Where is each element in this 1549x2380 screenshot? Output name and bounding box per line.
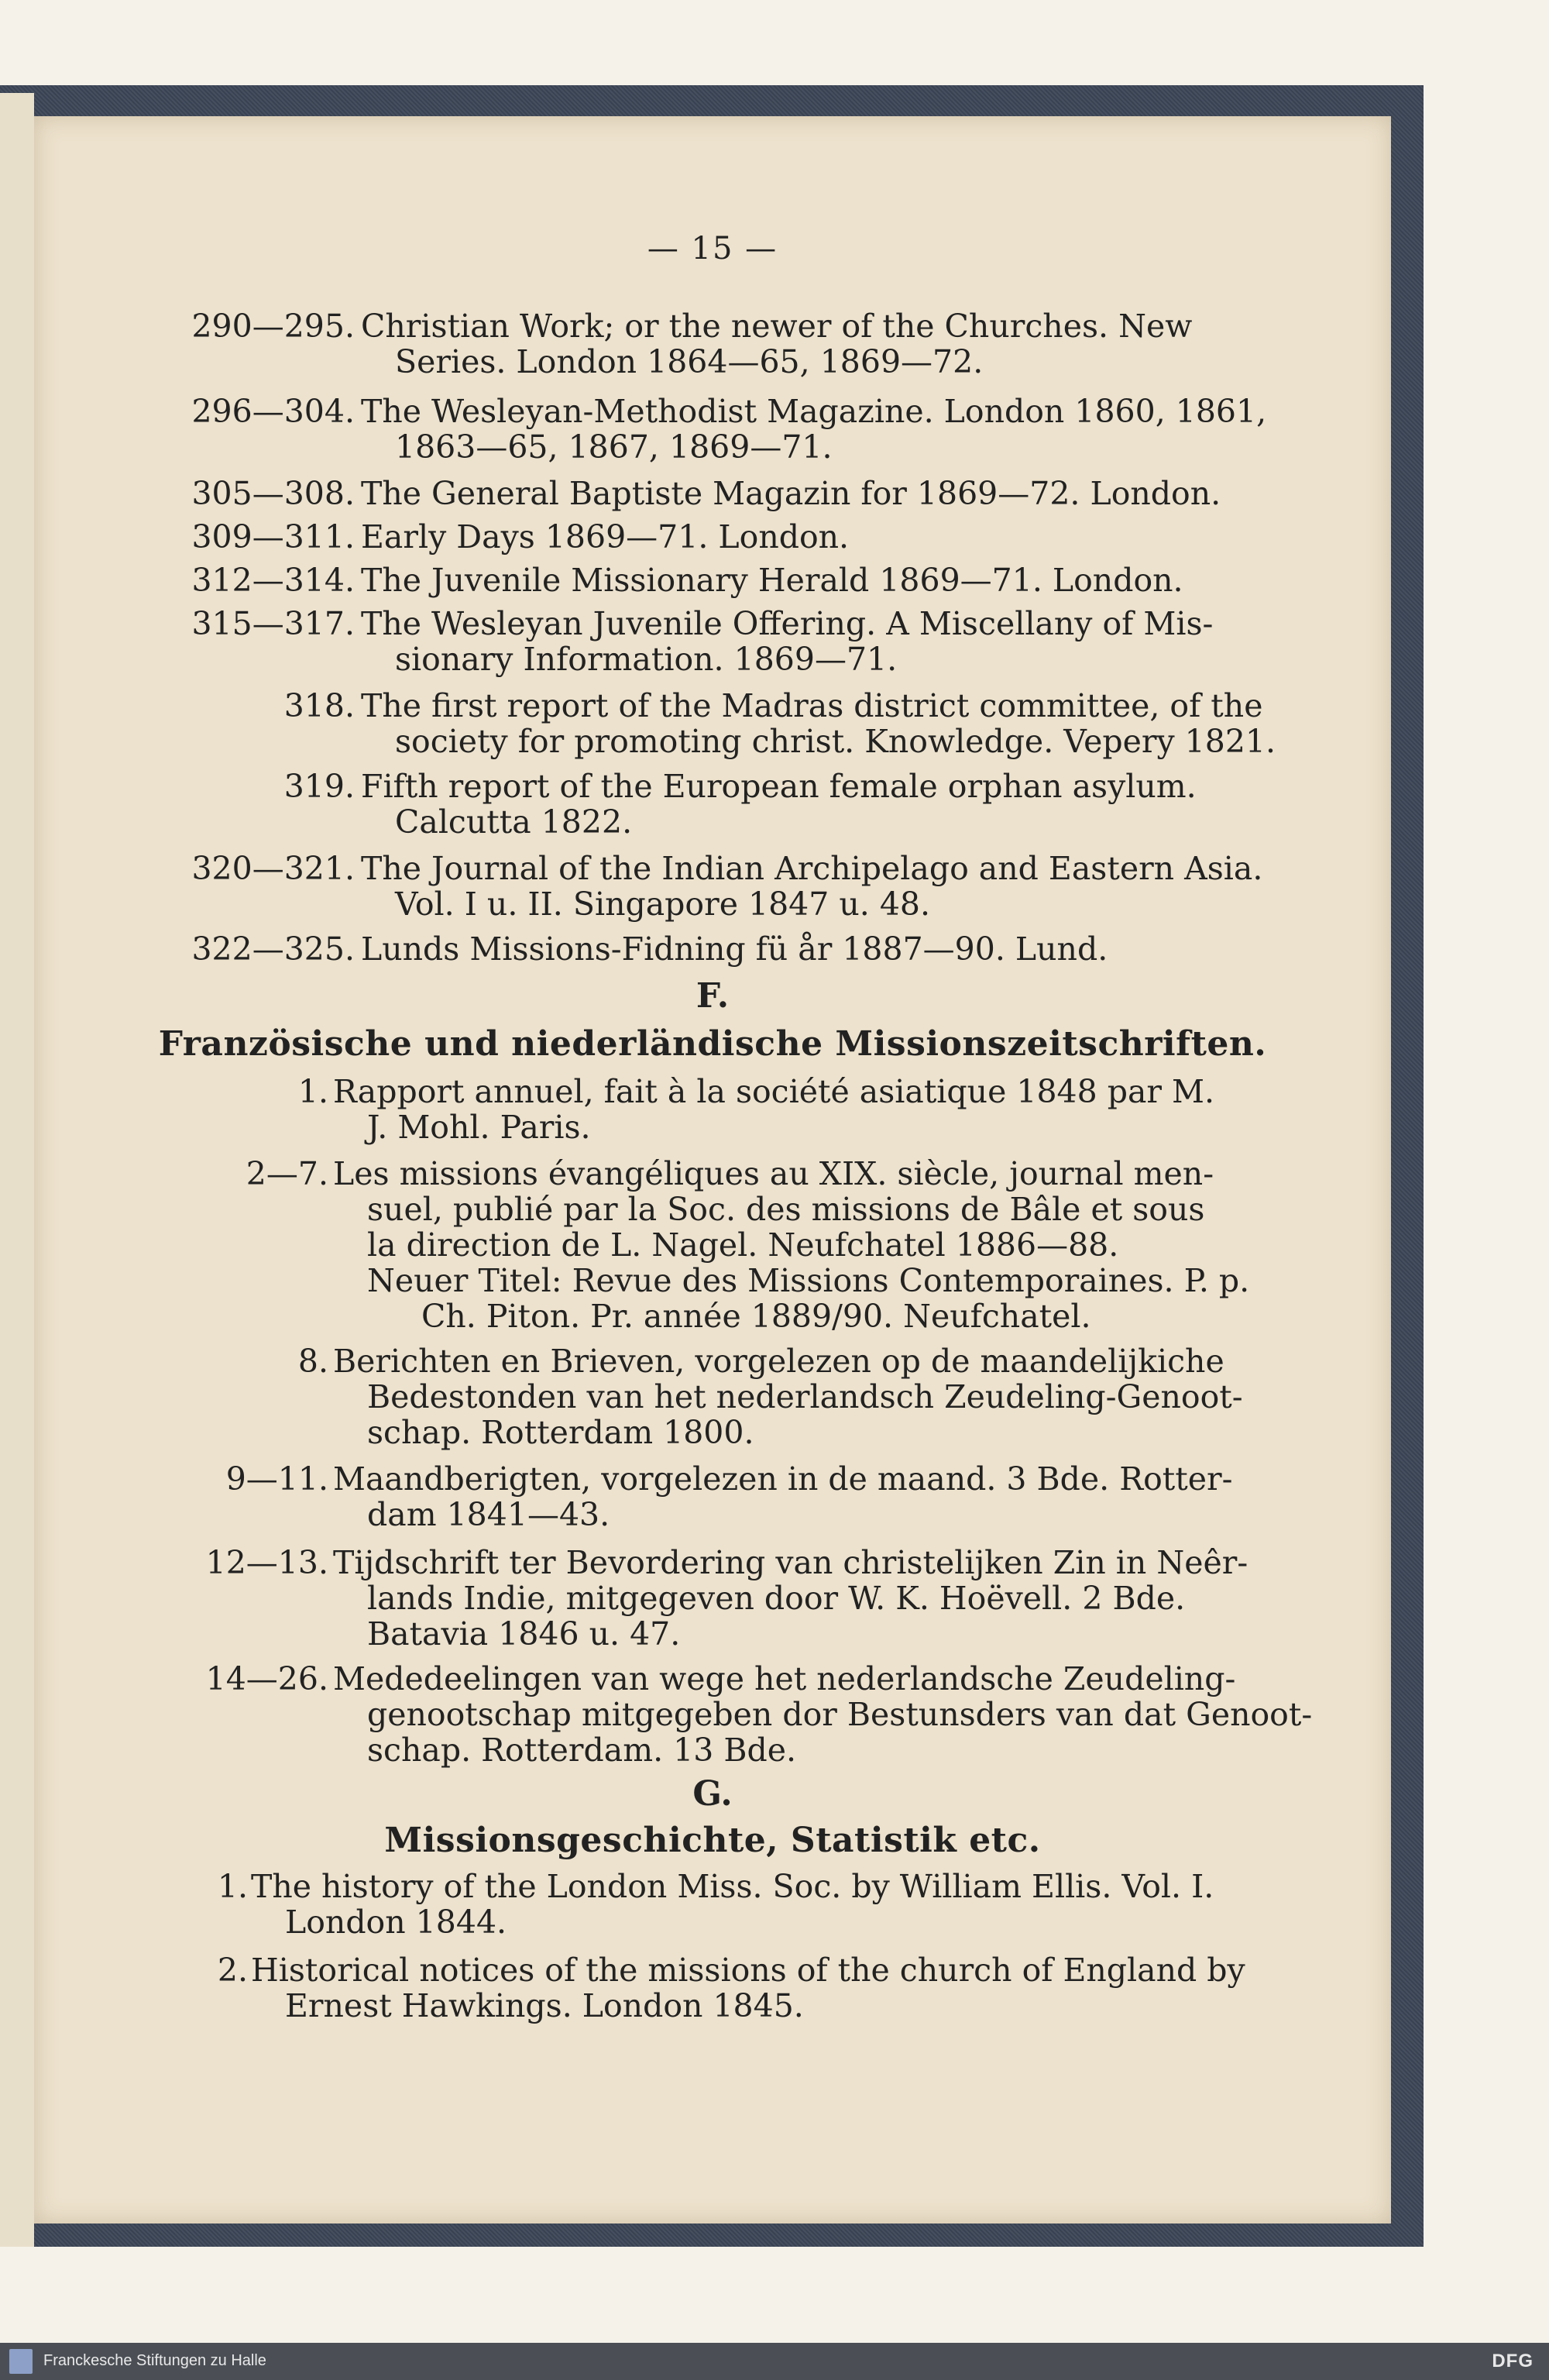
entry-line: The Journal of the Indian Archipelago and Eastern Asia. — [361, 850, 1263, 887]
entry-number: 309—311. — [191, 518, 355, 555]
book-page — [34, 116, 1391, 2224]
entry-text — [361, 769, 1259, 840]
entry-line: Vol. I u. II. Singapore 1847 u. 48. — [395, 886, 931, 923]
section-g-title: Missionsgeschichte, Statistik etc. — [384, 1821, 1041, 1860]
entry-line: J. Mohl. Paris. — [367, 1109, 591, 1146]
entry-line: The Juvenile Missionary Herald 1869—71. London. — [361, 562, 1183, 599]
entry-number: 318. — [283, 687, 355, 724]
entry-text — [251, 1869, 1258, 1940]
entry-text — [361, 519, 1259, 555]
entry-note-line: Ch. Piton. Pr. année 1889/90. Neufchatel. — [421, 1298, 1091, 1335]
entry-line: The Wesleyan-Methodist Magazine. London 1860, 1861, — [361, 393, 1267, 430]
entry-line: Ernest Hawkings. London 1845. — [285, 1987, 804, 2024]
entry-line: Lunds Missions-Fidning fü år 1887—90. Lund. — [361, 930, 1108, 968]
entry-line: 1863—65, 1867, 1869—71. — [395, 428, 833, 466]
entry-number: 312—314. — [191, 562, 355, 599]
entry-text — [333, 1343, 1262, 1450]
entry-text — [361, 562, 1259, 598]
entry-number: 320—321. — [191, 850, 355, 887]
section-f-letter: F. — [696, 976, 730, 1016]
entry-number: 1. — [297, 1073, 328, 1110]
entry-line: The history of the London Miss. Soc. by William Ellis. Vol. I. — [251, 1868, 1214, 1905]
dfg-logo: DFG — [1492, 2351, 1534, 2371]
entry-number: 315—317. — [191, 605, 355, 642]
entry-text — [361, 308, 1259, 380]
entry-line: society for promoting christ. Knowledge. Vepery 1821. — [395, 723, 1276, 760]
entry-line: Mededeelingen van wege het nederlandsche Zeudeling- — [333, 1660, 1236, 1697]
entry-line: Rapport annuel, fait à la société asiatique 1848 par M. — [333, 1073, 1215, 1110]
entry-line: Fifth report of the European female orphan asylum. — [361, 768, 1197, 805]
entry-line: schap. Rotterdam. 13 Bde. — [367, 1732, 797, 1769]
entry-number: 305—308. — [191, 475, 355, 512]
entry-line: Christian Work; or the newer of the Churches. New — [361, 308, 1193, 345]
entry-text — [361, 687, 1276, 760]
entry-line: London 1844. — [285, 1904, 507, 1941]
entry-number: 319. — [283, 768, 355, 805]
entry-number: 1. — [217, 1868, 248, 1905]
entry-text — [333, 1156, 1262, 1334]
institution-logo-icon — [9, 2349, 33, 2374]
entry-line: Bedestonden van het nederlandsch Zeudeling-Genoot- — [367, 1378, 1243, 1415]
entry-text — [333, 1660, 1313, 1769]
entry-text — [361, 850, 1263, 923]
entry-text — [361, 476, 1259, 511]
entry-number: 290—295. — [191, 308, 355, 345]
entry-number: 2. — [217, 1952, 248, 1989]
entry-number: 9—11. — [225, 1460, 328, 1498]
entry-number: 2—7. — [246, 1155, 328, 1192]
entry-line: genootschap mitgegeben dor Bestunsders van dat Genoot- — [367, 1696, 1313, 1733]
entry-line: Calcutta 1822. — [395, 803, 633, 841]
entry-line: The Wesleyan Juvenile Offering. A Miscellany of Mis- — [361, 605, 1214, 642]
entry-line: Early Days 1869—71. London. — [361, 518, 850, 555]
entry-number: 8. — [297, 1343, 328, 1380]
entry-number: 322—325. — [191, 930, 355, 968]
section-f-title: Französische und niederländische Missionszeitschriften. — [158, 1024, 1267, 1064]
entry-line: schap. Rotterdam 1800. — [367, 1414, 754, 1451]
entry-line: lands Indie, mitgegeven door W. K. Hoëvell. 2 Bde. — [367, 1580, 1186, 1617]
entry-line: Batavia 1846 u. 47. — [367, 1615, 681, 1653]
entry-line: la direction de L. Nagel. Neufchatel 1886—88. — [367, 1226, 1119, 1264]
entry-text — [361, 393, 1267, 466]
entry-text — [333, 1461, 1262, 1532]
page-number: — 15 — — [647, 231, 778, 267]
entry-line: dam 1841—43. — [367, 1496, 610, 1533]
entry-number: 296—304. — [191, 393, 355, 430]
entry-number: 14—26. — [205, 1660, 328, 1697]
entry-text — [333, 1074, 1262, 1145]
entry-line: Berichten en Brieven, vorgelezen op de maandelijkiche — [333, 1343, 1224, 1380]
institution-name: Franckesche Stiftungen zu Halle — [43, 2352, 266, 2369]
footer-bar — [0, 2343, 1549, 2380]
entry-note-line: Neuer Titel: Revue des Missions Contemporaines. P. p. — [367, 1262, 1250, 1299]
entry-number: 12—13. — [205, 1544, 328, 1581]
entry-line: The General Baptiste Magazin for 1869—72. London. — [361, 475, 1221, 512]
entry-text — [251, 1952, 1258, 2024]
entry-line: suel, publié par la Soc. des missions de Bâle et sous — [367, 1191, 1205, 1228]
entry-text — [333, 1545, 1262, 1652]
entry-text — [361, 931, 1259, 967]
entry-line: The first report of the Madras district committee, of the — [361, 687, 1263, 724]
entry-line: Les missions évangéliques au XIX. siècle, journal men- — [333, 1155, 1214, 1192]
entry-line: Tijdschrift ter Bevordering van christelijken Zin in Neêr- — [333, 1544, 1248, 1581]
entry-line: Historical notices of the missions of the church of England by — [251, 1952, 1245, 1989]
facing-page-edge — [0, 93, 34, 2247]
entry-line: Series. London 1864—65, 1869—72. — [395, 343, 984, 380]
entry-line: Maandberigten, vorgelezen in de maand. 3 Bde. Rotter- — [333, 1460, 1233, 1498]
entry-text — [361, 606, 1259, 677]
entry-line: sionary Information. 1869—71. — [395, 641, 898, 678]
section-g-letter: G. — [692, 1774, 733, 1814]
